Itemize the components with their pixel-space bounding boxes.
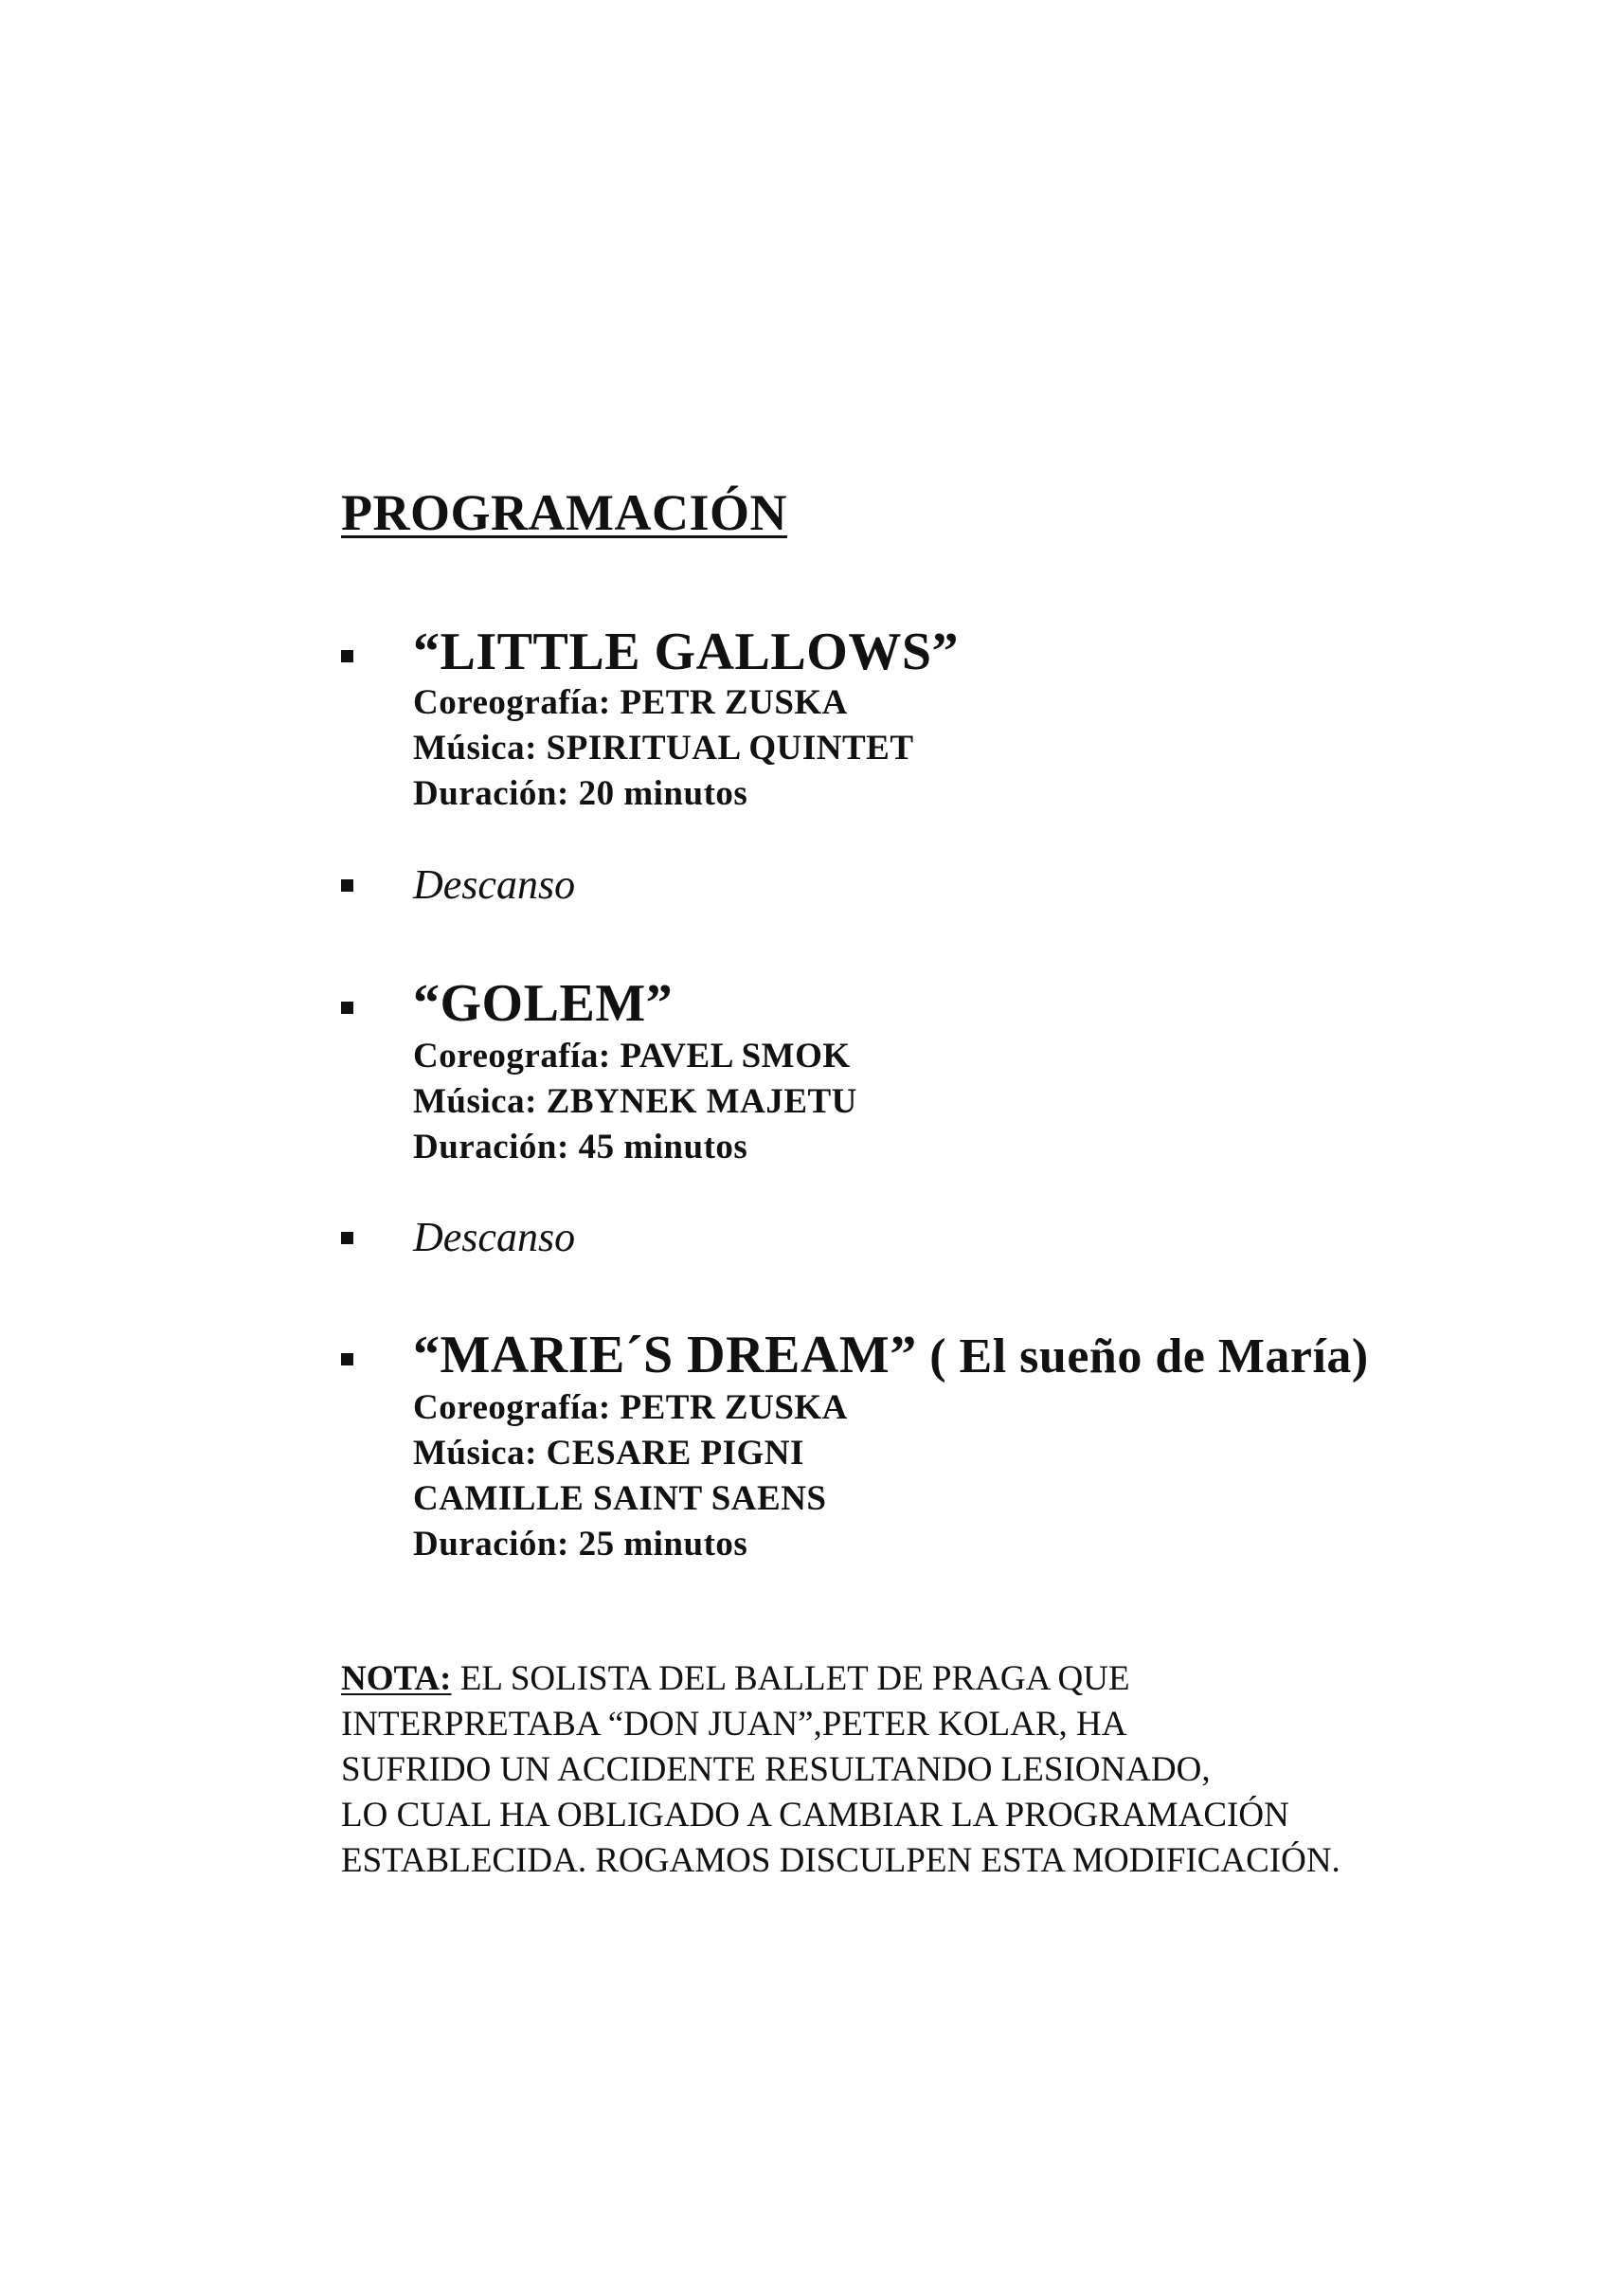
music-line: Música: CESARE PIGNI <box>413 1434 804 1473</box>
music-line: Música: SPIRITUAL QUINTET <box>413 729 914 768</box>
work-title: “LITTLE GALLOWS” <box>413 623 959 681</box>
pause-label: Descanso <box>413 1214 576 1260</box>
choreography-line: Coreografía: PETR ZUSKA <box>413 683 848 722</box>
work-details <box>413 1034 857 1170</box>
music-line-2: CAMILLE SAINT SAENS <box>413 1479 827 1518</box>
choreography-line: Coreografía: PETR ZUSKA <box>413 1388 848 1427</box>
choreography-line: Coreografía: PAVEL SMOK <box>413 1037 851 1076</box>
note-line-3: SUFRIDO UN ACCIDENTE RESULTANDO LESIONADO, <box>341 1750 1211 1789</box>
note-label: NOTA: <box>341 1659 452 1698</box>
work-details <box>413 1385 848 1567</box>
square-bullet-icon <box>341 1353 353 1365</box>
note-line-1 <box>341 1656 1554 1702</box>
work-title-main: “MARIE´S DREAM” <box>413 1326 917 1384</box>
square-bullet-icon <box>341 650 353 662</box>
music-line: Música: ZBYNEK MAJETU <box>413 1082 857 1121</box>
note-line-5: ESTABLECIDA. ROGAMOS DISCULPEN ESTA MODIFICACIÓN. <box>341 1841 1340 1880</box>
work-subtitle: ( El sueño de María) <box>916 1329 1369 1383</box>
note-paragraph <box>341 1656 1554 1884</box>
work-title <box>413 1327 1369 1385</box>
duration-line: Duración: 25 minutos <box>413 1525 748 1564</box>
duration-line: Duración: 45 minutos <box>413 1128 748 1166</box>
note-line-2: INTERPRETABA “DON JUAN”,PETER KOLAR, HA <box>341 1705 1127 1744</box>
duration-line: Duración: 20 minutos <box>413 774 748 813</box>
pause-label: Descanso <box>413 861 576 908</box>
work-title: “GOLEM” <box>413 974 674 1033</box>
square-bullet-icon <box>341 1002 353 1014</box>
page-title: PROGRAMACIÓN <box>341 484 787 541</box>
note-text: EL SOLISTA DEL BALLET DE PRAGA QUE <box>451 1659 1130 1698</box>
square-bullet-icon <box>341 1232 353 1244</box>
square-bullet-icon <box>341 879 353 892</box>
note-line-4: LO CUAL HA OBLIGADO A CAMBIAR LA PROGRAMACIÓN <box>341 1796 1289 1835</box>
work-details <box>413 680 914 817</box>
